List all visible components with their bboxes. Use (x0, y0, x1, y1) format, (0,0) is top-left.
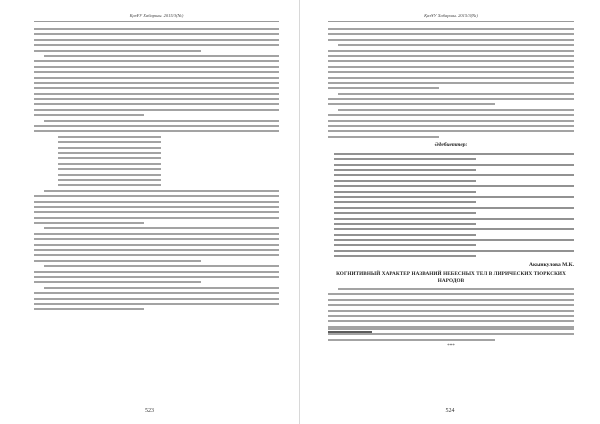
left-paragraph-5 (34, 227, 279, 261)
article-author: Акынкулова М.К. (528, 262, 574, 269)
keywords-paragraph (328, 331, 574, 340)
right-paragraph-1 (328, 28, 574, 41)
right-paragraph-3 (328, 93, 574, 106)
right-paragraph-2 (328, 44, 574, 89)
left-paragraph-6 (34, 265, 279, 283)
left-paragraph-1 (34, 28, 279, 52)
left-paragraph-4 (34, 190, 279, 224)
reference-list (328, 153, 574, 257)
right-running-head: ҚазҰУ Хабаршы. 2015/3(№) (424, 13, 478, 18)
right-paragraph-4 (328, 109, 574, 138)
abstract-paragraph (328, 288, 574, 328)
right-header-rule (328, 21, 574, 22)
article-title: КОГНИТИВНЫЙ ХАРАКТЕР НАЗВАНИЙ НЕБЕСНЫХ ТЕЛ В ЛИРИЧЕСКИХ ТЮРКСКИХ НАРОДОВ (336, 271, 566, 284)
left-header-rule (34, 21, 279, 22)
section-separator: *** (447, 343, 455, 349)
left-page-number: 523 (145, 408, 154, 414)
left-paragraph-7 (34, 287, 279, 311)
right-page-number: 524 (445, 408, 455, 414)
right-page (300, 0, 600, 424)
left-poem (34, 136, 279, 187)
left-running-head: ҚазҰУ Хабаршы. 2015/3(№) (129, 13, 184, 18)
left-paragraph-3 (34, 120, 279, 133)
left-paragraph-2 (34, 55, 279, 116)
references-heading: Әдебиеттер: (434, 141, 468, 148)
